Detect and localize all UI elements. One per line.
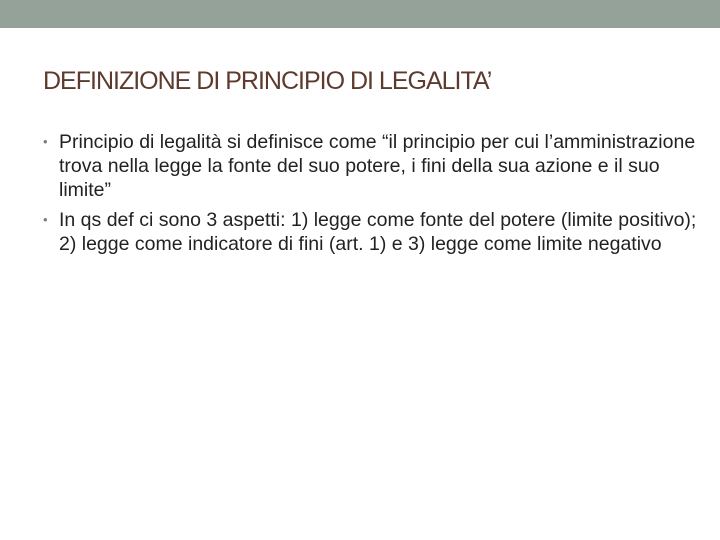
bullet-text: In qs def ci sono 3 aspetti: 1) legge come fonte del potere (limite positivo); 2) legge come indicatore di fini (art. 1) e 3) legge come limite negativo [59, 209, 697, 255]
bullet-item [43, 130, 703, 202]
bullet-item [43, 208, 703, 256]
bullet-icon: • [43, 212, 48, 227]
slide-title: DEFINIZIONE DI PRINCIPIO DI LEGALITA’ [43, 67, 492, 95]
bullet-icon: • [43, 134, 48, 149]
top-decorative-band [0, 0, 720, 28]
bullet-text: Principio di legalità si definisce come “il principio per cui l’amministrazione trova nella legge la fonte del suo potere, i fini della sua azione e il suo limite” [59, 131, 696, 201]
bullet-list [43, 130, 703, 262]
